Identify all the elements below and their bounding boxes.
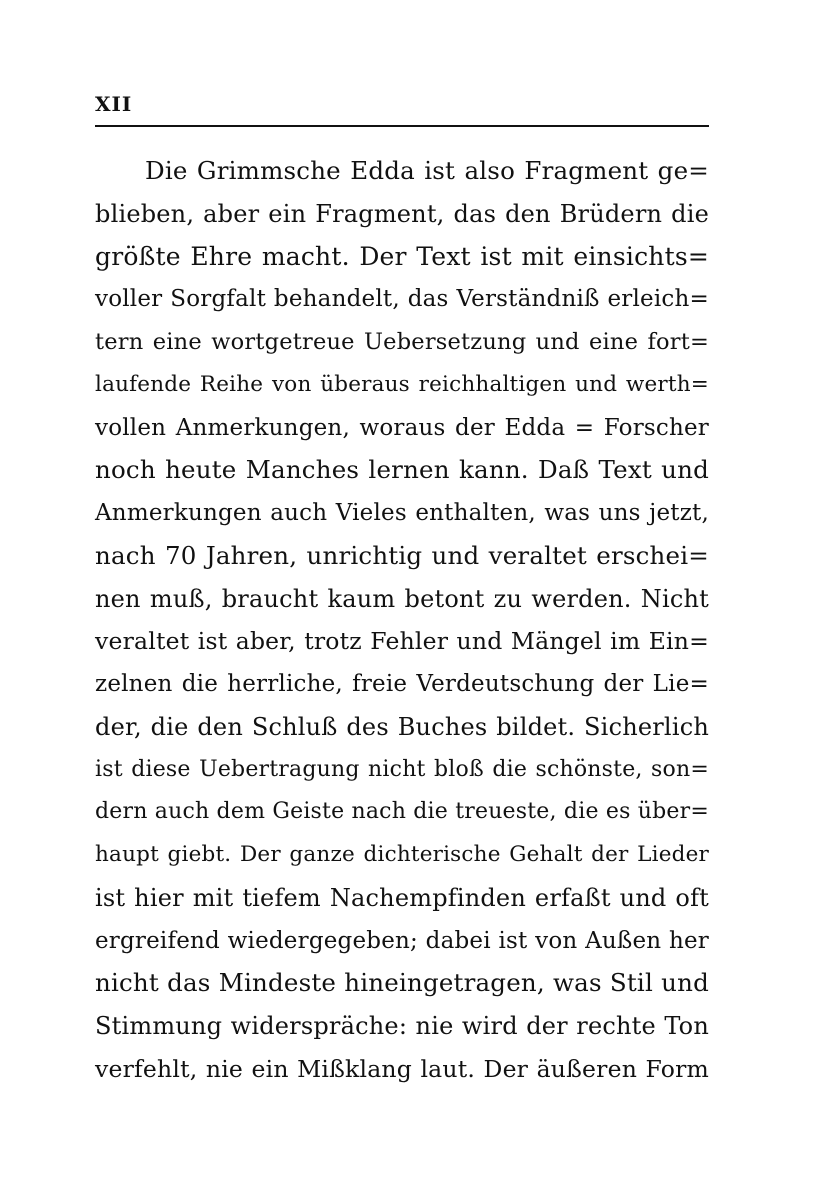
text-line: ergreifend wiedergegeben; dabei ist von Außen her	[95, 927, 709, 954]
header-rule	[95, 125, 709, 127]
text-line: dern auch dem Geiste nach die treueste, die es über=	[95, 799, 709, 825]
text-line: Die Grimmsche Edda ist also Fragment ge=	[145, 156, 709, 185]
text-line: voller Sorgfalt behandelt, das Verständniß erleich=	[95, 286, 709, 313]
text-line: ist diese Uebertragung nicht bloß die schönste, son=	[95, 756, 709, 782]
page-number: XII	[95, 92, 133, 116]
text-line: ist hier mit tiefem Nachempfinden erfaßt und oft	[95, 883, 709, 912]
text-line: Anmerkungen auch Vieles enthalten, was uns jetzt,	[95, 500, 709, 526]
body-text	[95, 150, 709, 1091]
text-line: blieben, aber ein Fragment, das den Brüdern die	[95, 199, 709, 228]
text-line: verfehlt, nie ein Mißklang laut. Der äußeren Form	[95, 1054, 709, 1083]
text-line: noch heute Manches lernen kann. Daß Text und	[95, 455, 709, 485]
text-line: tern eine wortgetreue Uebersetzung und eine fort=	[95, 329, 709, 355]
text-line: veraltet ist aber, trotz Fehler und Mängel im Ein=	[95, 627, 709, 656]
text-line: laufende Reihe von überaus reichhaltigen und werth=	[95, 371, 709, 397]
text-line: größte Ehre macht. Der Text ist mit einsichts=	[95, 241, 709, 271]
text-line: haupt giebt. Der ganze dichterische Gehalt der Lieder	[95, 842, 709, 867]
text-line: nen muß, braucht kaum betont zu werden. Nicht	[95, 584, 709, 613]
text-line: Stimmung widerspräche: nie wird der rechte Ton	[95, 1012, 709, 1040]
text-line: nicht das Mindeste hineingetragen, was Stil und	[95, 968, 709, 998]
text-line: nach 70 Jahren, unrichtig und veraltet erschei=	[95, 540, 709, 570]
text-line: zelnen die herrliche, freie Verdeutschung der Lie=	[95, 671, 709, 697]
text-line: vollen Anmerkungen, woraus der Edda = Forscher	[95, 414, 709, 441]
text-line: der, die den Schluß des Buches bildet. Sicherlich	[95, 712, 709, 741]
